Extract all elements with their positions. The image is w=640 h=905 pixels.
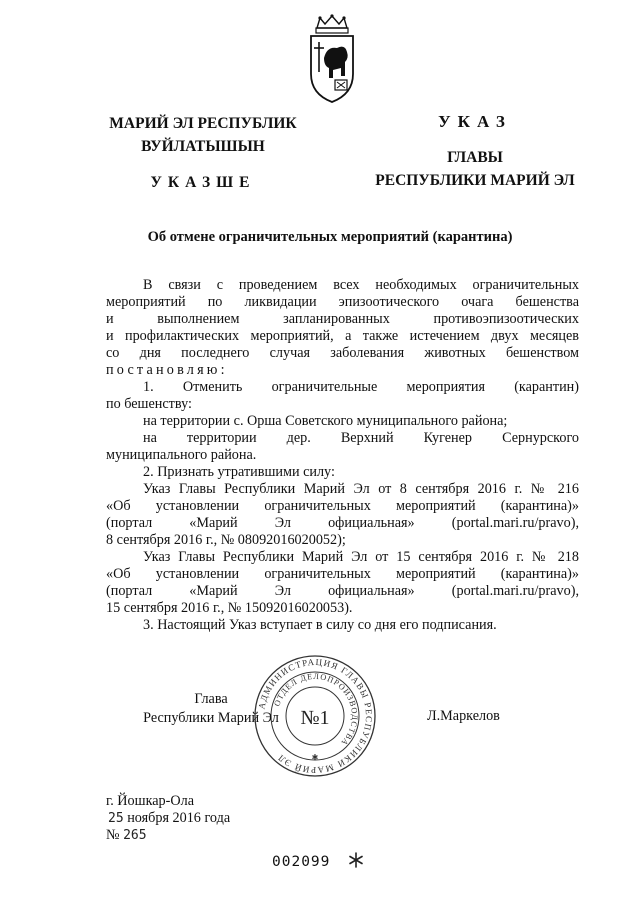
body-line: «Об установлении ограничительных мероприятий (карантина)»	[106, 566, 579, 582]
body-line: 8 сентября 2016 г., № 08092016020052);	[106, 532, 346, 548]
decree-body	[106, 277, 579, 634]
body-line: на территории с. Орша Советского муниципального района;	[143, 413, 508, 429]
body-line: по бешенству:	[106, 396, 192, 412]
decree-subject: Об отмене ограничительных мероприятий (карантина)	[147, 229, 513, 245]
signatory-title-line1: Глава	[194, 691, 228, 707]
header-left-line1: МАРИЙ ЭЛ РЕСПУБЛИК	[109, 115, 297, 132]
header-right-title: УКАЗ	[438, 112, 512, 131]
body-line: 3. Настоящий Указ вступает в силу со дня его подписания.	[143, 617, 497, 633]
stamp-inner-text: ОТДЕЛ ДЕЛОПРОИЗВОДСТВА	[272, 671, 360, 748]
body-line: Указ Главы Республики Марий Эл от 15 сентября 2016 г. № 218	[143, 549, 579, 565]
body-line: 15 сентября 2016 г., № 15092016020053).	[106, 600, 353, 616]
issue-date	[106, 810, 230, 827]
snowflake-icon	[348, 852, 364, 868]
signatory-title-line2: Республики Марий Эл	[143, 710, 279, 726]
issue-date-day: 25	[108, 811, 124, 826]
body-line: (портал «Марий Эл официальная» (portal.mari.ru/pravo),	[106, 515, 579, 531]
stamp-outer-text: АДМИНИСТРАЦИЯ ГЛАВЫ РЕСПУБЛИКИ МАРИЙ ЭЛ	[256, 656, 375, 776]
stamp-star-icon: ✱	[311, 753, 319, 762]
header-left-title: УКАЗШЕ	[150, 174, 256, 191]
header-left-block	[102, 112, 304, 194]
document-serial: 002099	[272, 854, 331, 870]
decree-number-value: 265	[123, 828, 147, 843]
issue-date-rest: ноября 2016 года	[127, 810, 231, 826]
body-line: (портал «Марий Эл официальная» (portal.mari.ru/pravo),	[106, 583, 579, 599]
place-date-block	[106, 793, 230, 844]
coat-of-arms-emblem	[307, 14, 357, 104]
body-line: и выполнением запланированных противоэпизоотических	[106, 311, 579, 327]
stamp-number: №1	[300, 707, 330, 729]
decree-number-prefix: №	[106, 827, 120, 843]
header-right-block	[368, 110, 582, 192]
body-line: 1. Отменить ограничительные мероприятия (карантин)	[143, 379, 579, 395]
city: г. Йошкар-Ола	[106, 793, 194, 809]
body-line: и профилактических мероприятий, а также истечением двух месяцев	[106, 328, 579, 344]
body-line: Указ Главы Республики Марий Эл от 8 сентября 2016 г. № 216	[143, 481, 579, 497]
body-line: на территории дер. Верхний Кугенер Сернурского	[143, 430, 579, 446]
body-line: мероприятий по ликвидации эпизоотического очага бешенства	[106, 294, 579, 310]
body-line: со дня последнего случая заболевания животных бешенством	[106, 345, 579, 361]
header-right-line1: ГЛАВЫ	[447, 149, 503, 166]
body-line: муниципального района.	[106, 447, 257, 463]
signatory-title	[136, 690, 286, 728]
header-left-line2: ВУЙЛАТЫШЫН	[141, 138, 265, 155]
body-line: «Об установлении ограничительных мероприятий (карантина)»	[106, 498, 579, 514]
body-line: В связи с проведением всех необходимых ограничительных	[143, 277, 579, 293]
decree-number	[106, 827, 230, 844]
body-line: постановляю:	[106, 362, 228, 378]
signatory-name: Л.Маркелов	[427, 708, 500, 724]
header-right-line2: РЕСПУБЛИКИ МАРИЙ ЭЛ	[375, 172, 575, 189]
body-line: 2. Признать утратившими силу:	[143, 464, 335, 480]
